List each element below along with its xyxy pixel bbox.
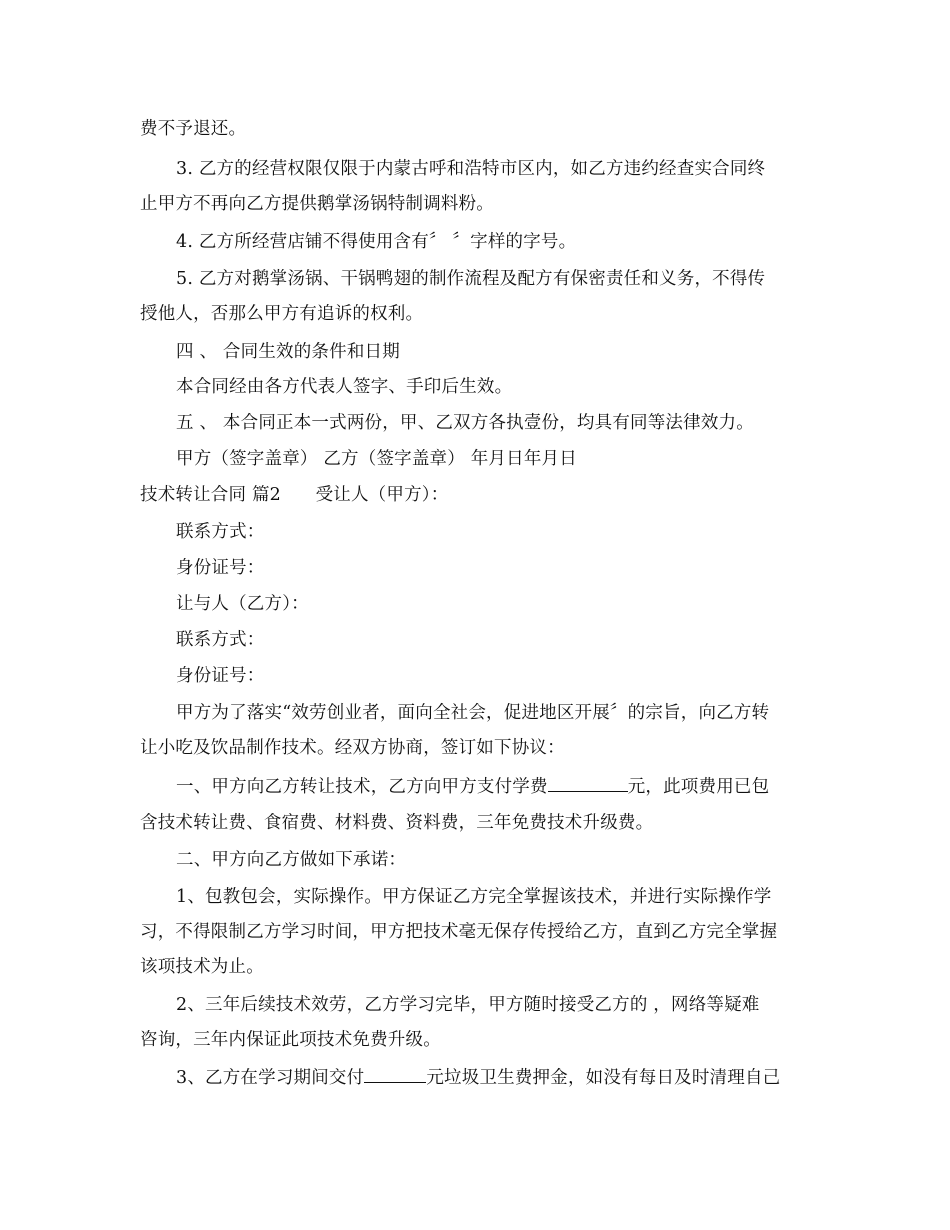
article-2-heading: 二、甲方向乙方做如下承诺： bbox=[176, 850, 407, 870]
effective-condition-line: 本合同经由各方代表人签字、手印后生效。 bbox=[176, 377, 513, 397]
article-1-line-2: 含技术转让费、食宿费、材料费、资料费，三年免费技术升级费。 bbox=[140, 813, 654, 833]
article-1-text-a: 一、甲方向乙方转让技术，乙方向甲方支付学费 bbox=[176, 777, 548, 797]
tuition-blank bbox=[548, 775, 628, 792]
section-5-line: 五 、 本合同正本一式两份，甲、乙双方各执壹份，均具有同等法律效力。 bbox=[176, 413, 754, 433]
clause-5-line-2: 授他人，否那么甲方有追诉的权利。 bbox=[140, 304, 424, 324]
promise-3-text-b: 元垃圾卫生费押金，如没有每日及时清理自己 bbox=[426, 1068, 781, 1088]
promise-2-line-2: 咨询，三年内保证此项技术免费升级。 bbox=[140, 1030, 441, 1050]
promise-2-line-1: 2、三年后续技术效劳，乙方学习完毕，甲方随时接受乙方的 ，网络等疑难 bbox=[176, 995, 760, 1015]
party-a-contact: 联系方式： bbox=[176, 522, 265, 542]
clause-3-line-1: 3. 乙方的经营权限仅限于内蒙古呼和浩特市区内，如乙方违约经查实合同终 bbox=[176, 159, 766, 179]
clause-3-line-2: 止甲方不再向乙方提供鹅掌汤锅特制调料粉。 bbox=[140, 194, 494, 214]
article-1-line-1 bbox=[176, 775, 769, 799]
promise-1-line-1: 1、包教包会，实际操作。甲方保证乙方完全掌握该技术，并进行实际操作学 bbox=[176, 887, 772, 907]
purpose-line-2: 让小吃及饮品制作技术。经双方协商，签订如下协议： bbox=[140, 738, 565, 758]
promise-1-line-3: 该项技术为止。 bbox=[140, 957, 264, 977]
party-b-label: 让与人（乙方）： bbox=[176, 594, 309, 614]
article-1-text-b: 元，此项费用已包 bbox=[627, 777, 770, 797]
purpose-line-1: 甲方为了落实“效劳创业者，面向全社会，促进地区开展〞的宗旨，向乙方转 bbox=[176, 703, 770, 723]
promise-1-line-2: 习，不得限制乙方学习时间，甲方把技术毫无保存传授给乙方，直到乙方完全掌握 bbox=[140, 922, 778, 942]
party-b-id: 身份证号： bbox=[176, 666, 265, 686]
clause-5-line-1: 5. 乙方对鹅掌汤锅、干锅鸭翅的制作流程及配方有保密责任和义务，不得传 bbox=[176, 269, 766, 289]
promise-3-line-1 bbox=[176, 1066, 780, 1090]
deposit-blank bbox=[364, 1066, 426, 1083]
signature-line: 甲方（签字盖章） 乙方（签字盖章） 年月日年月日 bbox=[176, 449, 577, 469]
clause-4-line: 4. 乙方所经营店铺不得使用含有〞 〞字样的字号。 bbox=[176, 232, 577, 252]
promise-3-text-a: 3、乙方在学习期间交付 bbox=[176, 1068, 365, 1088]
paragraph-line: 费不予退还。 bbox=[140, 119, 247, 139]
party-a-id: 身份证号： bbox=[176, 558, 265, 578]
contract-2-title-line: 技术转让合同 篇2 受让人（甲方）： bbox=[140, 485, 449, 505]
section-4-heading: 四 、 合同生效的条件和日期 bbox=[176, 342, 400, 362]
party-b-contact: 联系方式： bbox=[176, 630, 265, 650]
